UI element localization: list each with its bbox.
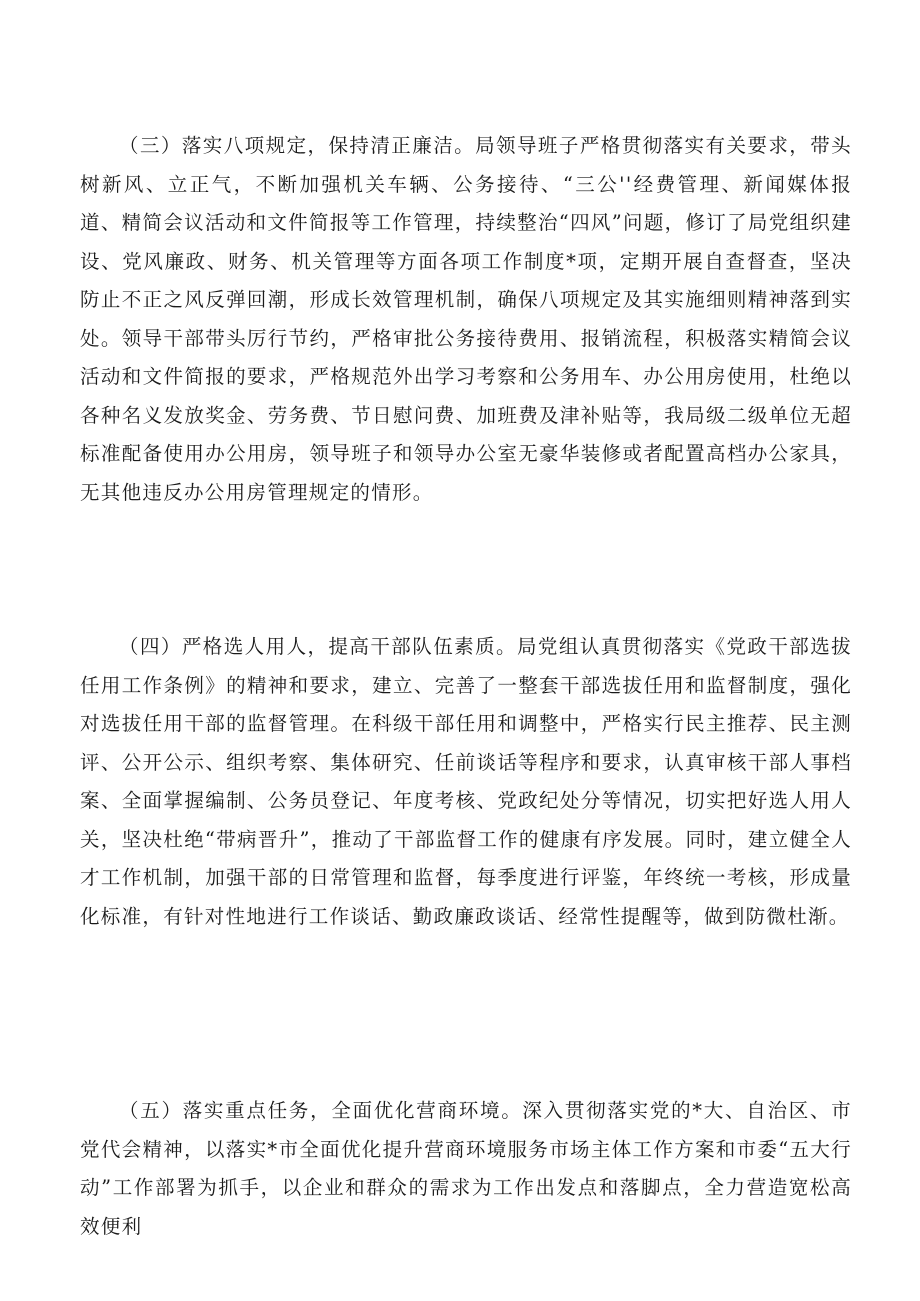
paragraph-business-environment: （五）落实重点任务，全面优化营商环境。深入贯彻落实党的*大、自治区、市党代会精神，以落实*市全面优化提升营商环境服务市场主体工作方案和市委“五大行动”工作部署为抓手，以企业和群众的需求为工作出发点和落脚点，全力营造宽松高效便利	[80, 1099, 852, 1238]
paragraph-cadre-selection: （四）严格选人用人，提高干部队伍素质。局党组认真贯彻落实《党政干部选拔任用工作条例》的精神和要求，建立、完善了一整套干部选拔任用和监督制度，强化对选拔任用干部的监督管理。在科级干部任用和调整中，严格实行民主推荐、民主测评、公开公示、组织考察、集体研究、任前谈话等程序和要求，认真审核干部人事档案、全面掌握编制、公务员登记、年度考核、党政纪处分等情况，切实把好选人用人关，坚决杜绝“带病晋升”，推动了干部监督工作的健康有序发展。同时，建立健全人才工作机制，加强干部的日常管理和监督，每季度进行评鉴，年终统一考核，形成量化标准，有针对性地进行工作谈话、勤政廉政谈话、经常性提醒等，做到防微杜渐。	[80, 635, 852, 928]
paragraph-eight-regulations: （三）落实八项规定，保持清正廉洁。局领导班子严格贯彻落实有关要求，带头树新风、立正气，不断加强机关车辆、公务接待、“三公''经费管理、新闻媒体报道、精简会议活动和文件简报等工作管理，持续整治“四风”问题，修订了局党组织建设、党风廉政、财务、机关管理等方面各项工作制度*项，定期开展自查督查，坚决防止不正之风反弹回潮，形成长效管理机制，确保八项规定及其实施细则精神落到实处。领导干部带头厉行节约，严格审批公务接待费用、报销流程，积极落实精简会议活动和文件简报的要求，严格规范外出学习考察和公务用车、办公用房使用，杜绝以各种名义发放奖金、劳务费、节日慰问费、加班费及津补贴等，我局级二级单位无超标准配备使用办公用房，领导班子和领导办公室无豪华装修或者配置高档办公家具，无其他违反办公用房管理规定的情形。	[80, 134, 852, 504]
